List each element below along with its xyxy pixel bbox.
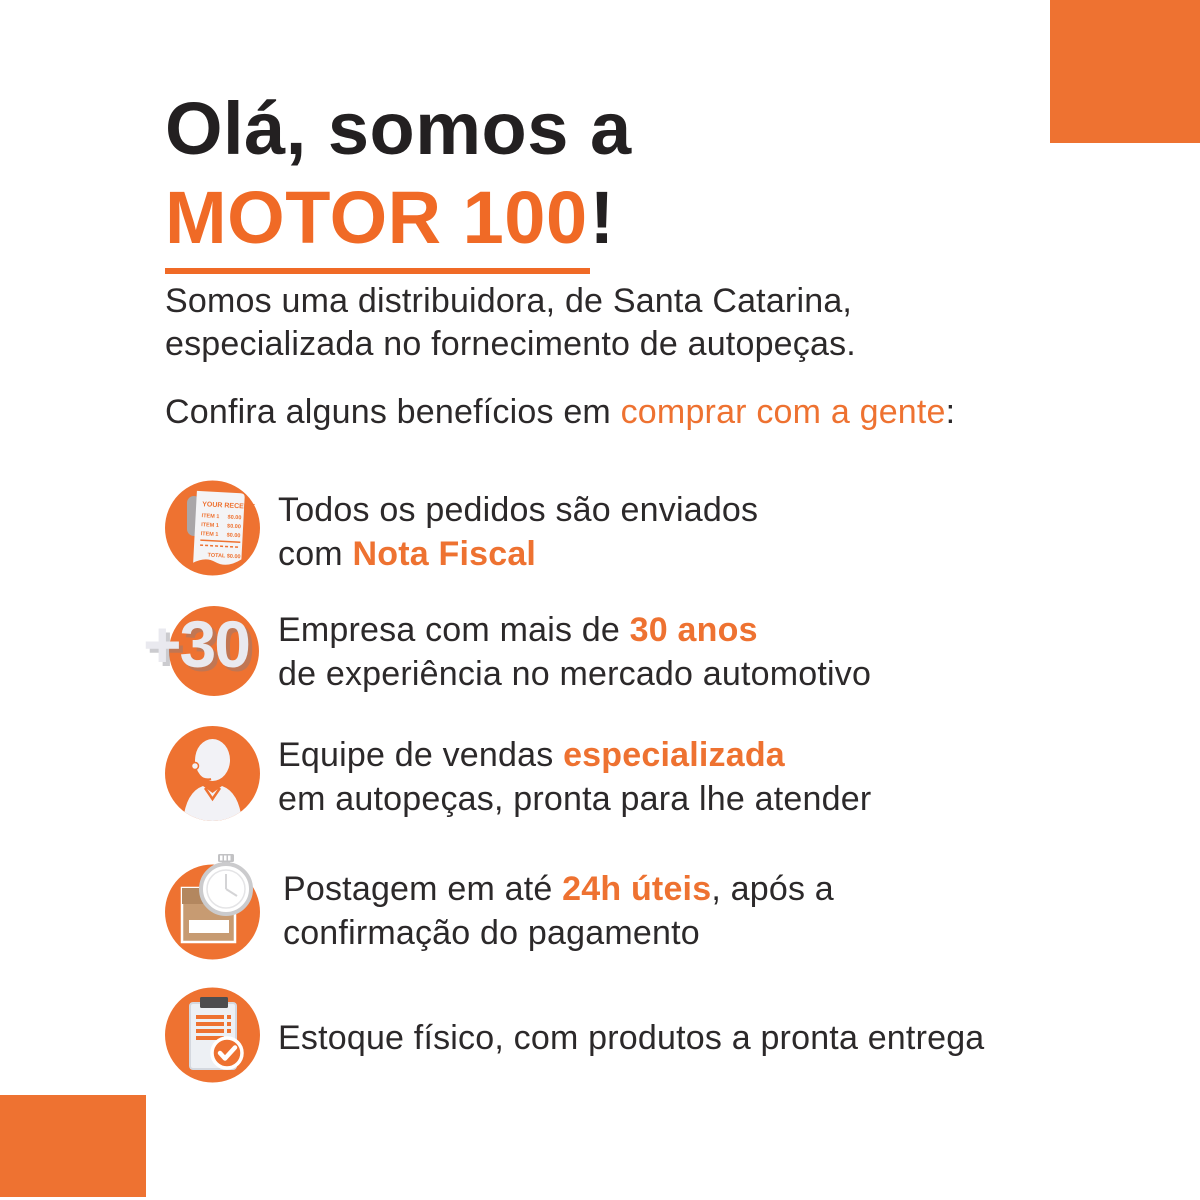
benefit-row-30-anos (143, 600, 872, 696)
benefits-intro (165, 393, 955, 432)
benefit-row-nota-fiscal (165, 478, 758, 578)
benefit-text: Postagem em até 24h úteis, após a confirmação do pagamento (283, 870, 834, 952)
svg-text:$0.00: $0.00 (226, 523, 241, 531)
clipboard-check-icon (165, 985, 260, 1085)
intro-line-2: especializada no fornecimento de autopeças. (165, 325, 856, 363)
benefit-text: Equipe de vendas especializada em autopeças, pronta para lhe atender (278, 736, 872, 818)
greeting-text: Olá, somos a (165, 87, 632, 170)
svg-text:$0.00: $0.00 (227, 514, 242, 522)
benefits-intro-prefix: Confira alguns benefícios em (165, 393, 621, 431)
svg-text:ITEM 1: ITEM 1 (201, 513, 220, 521)
svg-text:$0.00: $0.00 (226, 532, 241, 540)
benefits-intro-colon: : (945, 393, 956, 431)
benefit-text: Todos os pedidos são enviados com Nota Fiscal (278, 491, 759, 573)
benefit-text: Estoque físico, com produtos a pronta entrega (278, 1019, 985, 1057)
receipt-total: TOTAL $0.00 (207, 552, 241, 561)
receipt-icon (165, 478, 260, 578)
exclamation-mark: ! (589, 176, 615, 259)
brand-line (165, 173, 632, 262)
svg-text:ITEM 1: ITEM 1 (200, 531, 219, 539)
intro-text (165, 280, 856, 366)
plus-30-label: +30 (143, 607, 249, 681)
benefit-row-postagem (165, 846, 834, 961)
intro-line-1: Somos uma distribuidora, de Santa Catarina, (165, 282, 853, 320)
plus-30-badge (143, 600, 260, 695)
shipping-box-stopwatch-icon (165, 846, 265, 961)
benefits-intro-highlight: comprar com a gente (620, 393, 946, 431)
receipt-title: YOUR RECEIPT (202, 501, 255, 511)
brand-name: MOTOR 100 (165, 176, 590, 274)
decor-square-bottom-left (0, 1095, 146, 1197)
support-agent-icon (165, 726, 260, 821)
benefit-text: Empresa com mais de 30 anos de experiência no mercado automotivo (278, 611, 872, 693)
decor-square-top-right (1050, 0, 1200, 143)
benefit-row-equipe (165, 726, 871, 821)
page-title (165, 84, 632, 262)
benefit-row-estoque (165, 985, 984, 1085)
svg-text:ITEM 1: ITEM 1 (200, 522, 219, 530)
